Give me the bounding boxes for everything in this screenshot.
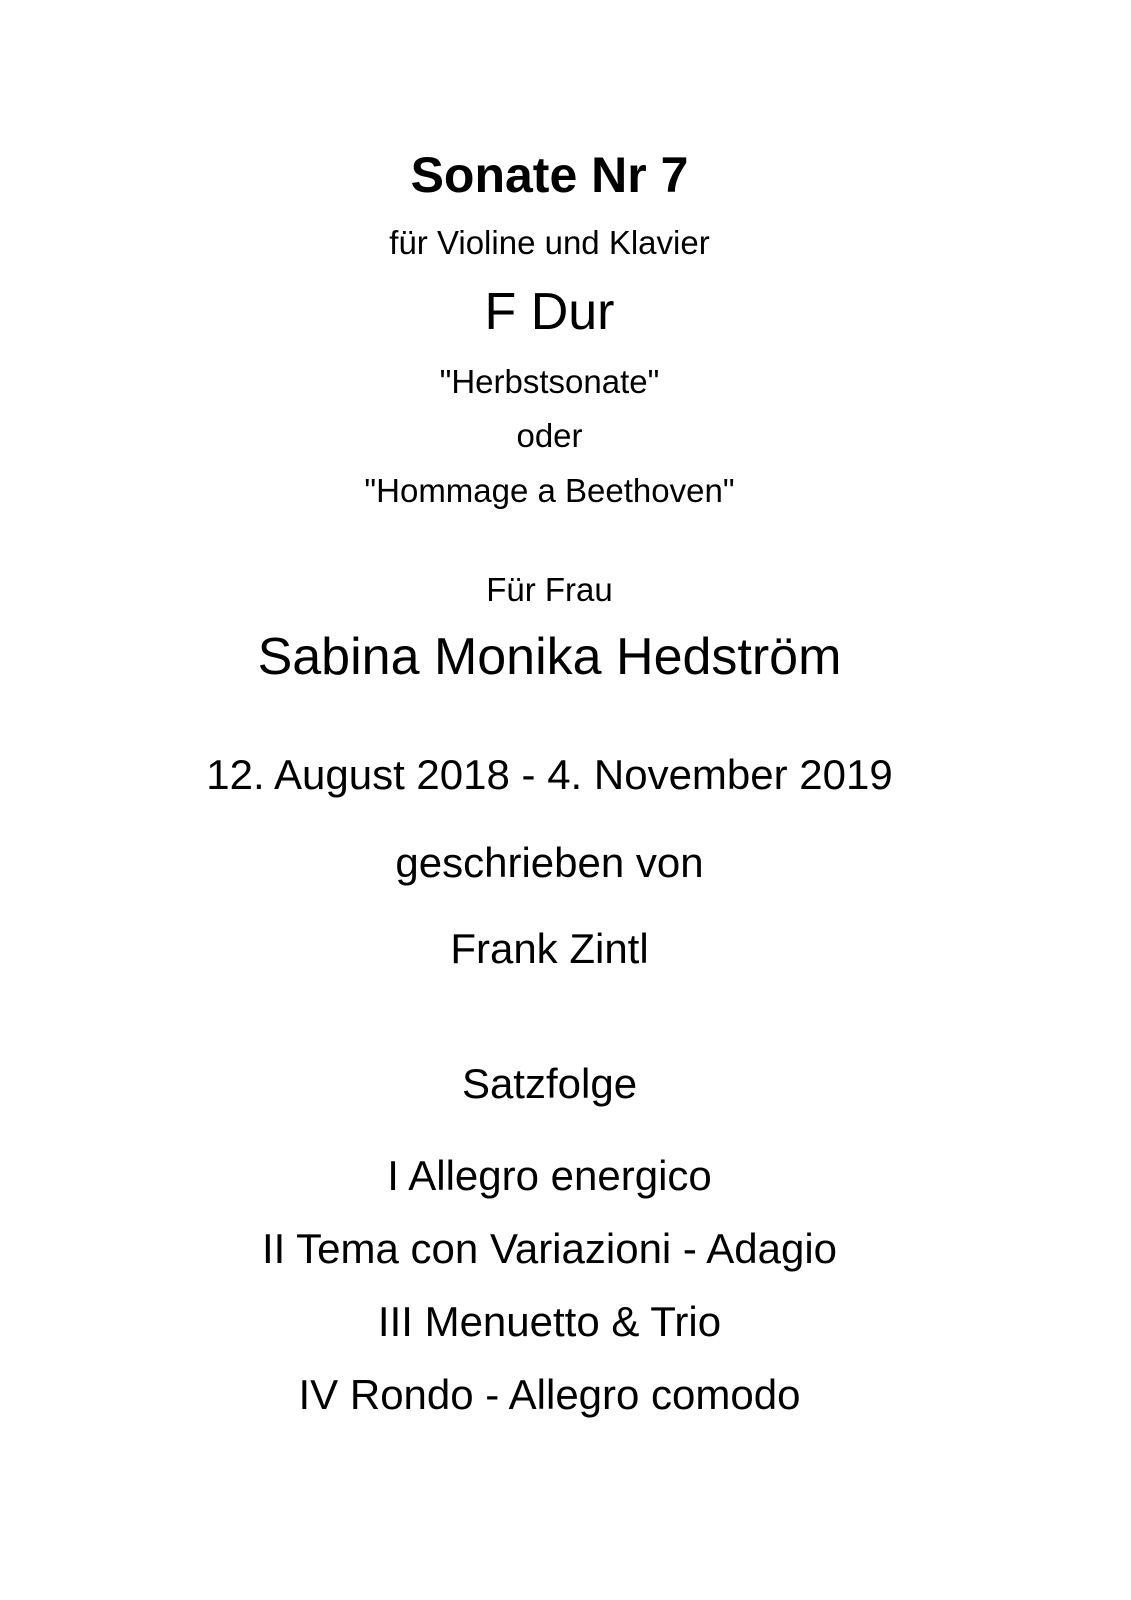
movement-item: I Allegro energico [387, 1152, 712, 1199]
dedication-prefix: Für Frau [486, 571, 613, 608]
movement-item: II Tema con Variazioni - Adagio [261, 1225, 838, 1272]
movements-heading: Satzfolge [461, 1060, 638, 1107]
composition-period: 12. August 2018 - 4. November 2019 [206, 751, 893, 798]
movement-item: IV Rondo - Allegro comodo [298, 1371, 801, 1418]
nickname-primary: "Herbstsonate" [439, 363, 660, 400]
instrumentation: für Violine und Klavier [389, 224, 710, 261]
work-title: Sonate Nr 7 [410, 147, 689, 203]
nickname-connector: oder [516, 417, 583, 454]
attribution-prefix: geschrieben von [395, 839, 704, 886]
nickname-alternate: "Hommage a Beethoven" [364, 472, 735, 509]
key-signature: F Dur [484, 283, 615, 341]
dedicatee-name: Sabina Monika Hedström [257, 628, 842, 686]
composer-name: Frank Zintl [450, 925, 649, 972]
movement-item: III Menuetto & Trio [377, 1298, 722, 1345]
